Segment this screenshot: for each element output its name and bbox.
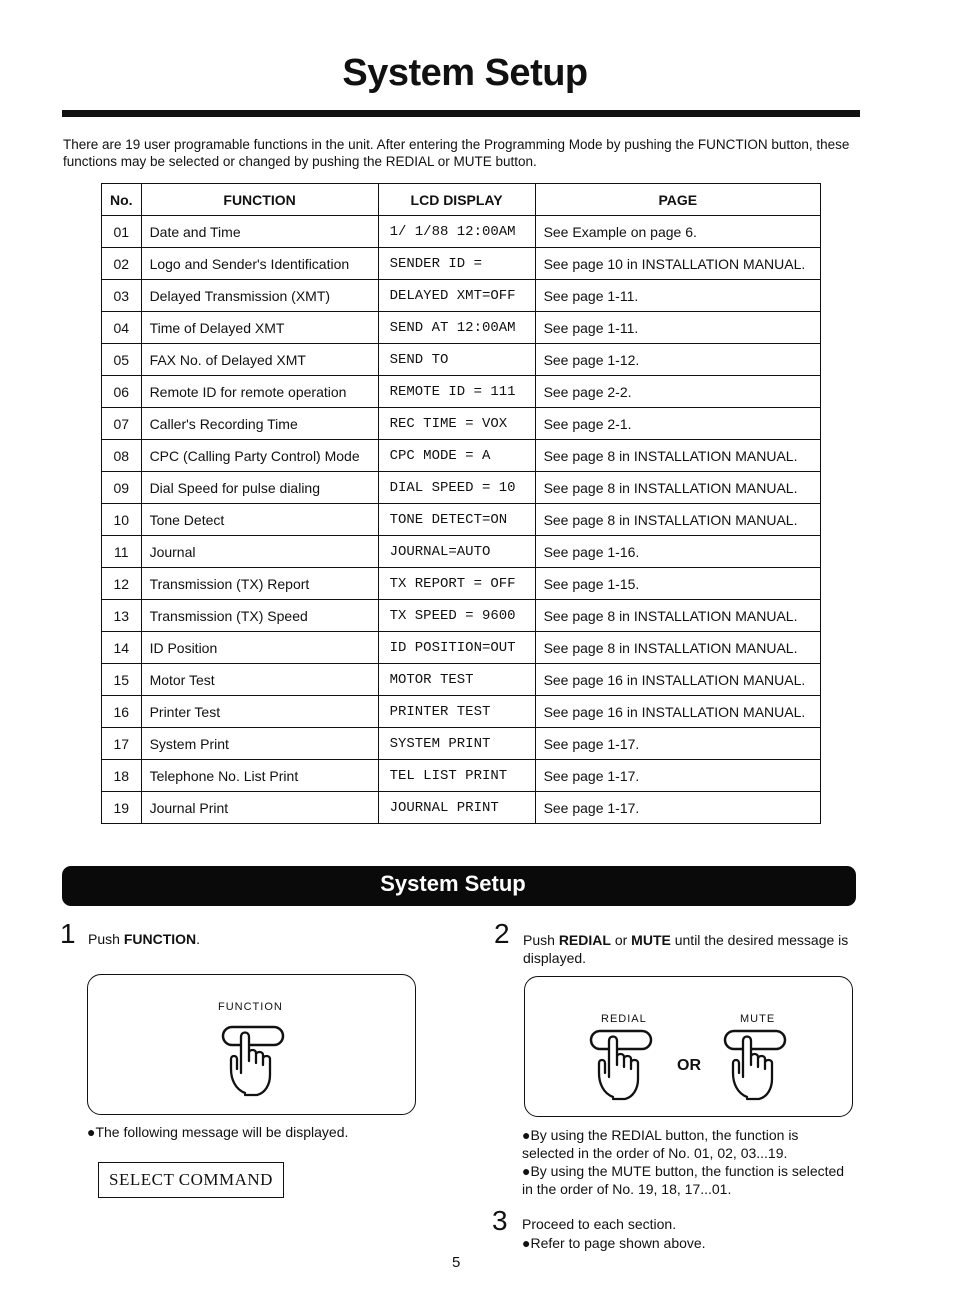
cell-function: Tone Detect (141, 504, 378, 536)
cell-page: See page 2-2. (535, 376, 820, 408)
cell-page: See page 8 in INSTALLATION MANUAL. (535, 600, 820, 632)
cell-function: Transmission (TX) Report (141, 568, 378, 600)
step-2-text-redial: REDIAL (558, 932, 611, 948)
step-2-text-prefix: Push (523, 932, 559, 948)
table-row (102, 504, 821, 536)
header-page: PAGE (535, 184, 820, 216)
cell-no: 16 (102, 696, 142, 728)
table-row (102, 568, 821, 600)
cell-page: See page 1-16. (535, 536, 820, 568)
page-title: System Setup (342, 52, 588, 94)
section-banner (62, 866, 856, 906)
cell-page: See page 1-17. (535, 760, 820, 792)
step-1-text-bold: FUNCTION (123, 931, 197, 947)
finger-press-icon (221, 1023, 287, 1097)
table-row (102, 376, 821, 408)
cell-lcd-display: TX SPEED = 9600 (378, 600, 535, 632)
table-row (102, 312, 821, 344)
cell-page: See Example on page 6. (535, 216, 820, 248)
title-rule (62, 110, 860, 117)
cell-function: Remote ID for remote operation (141, 376, 378, 408)
cell-lcd-display: TONE DETECT=ON (378, 504, 535, 536)
cell-page: See page 8 in INSTALLATION MANUAL. (535, 440, 820, 472)
cell-page: See page 16 in INSTALLATION MANUAL. (535, 664, 820, 696)
cell-page: See page 8 in INSTALLATION MANUAL. (535, 632, 820, 664)
lcd-select-command: SELECT COMMAND (98, 1162, 284, 1198)
cell-no: 18 (102, 760, 142, 792)
cell-page: See page 1-17. (535, 728, 820, 760)
cell-function: ID Position (141, 632, 378, 664)
table-row (102, 600, 821, 632)
cell-page: See page 8 in INSTALLATION MANUAL. (535, 504, 820, 536)
cell-function: Time of Delayed XMT (141, 312, 378, 344)
step-1-text (88, 930, 200, 948)
cell-lcd-display: 1/ 1/88 12:00AM (378, 216, 535, 248)
cell-function: Journal Print (141, 792, 378, 824)
cell-function: Journal (141, 536, 378, 568)
cell-page: See page 2-1. (535, 408, 820, 440)
cell-function: Telephone No. List Print (141, 760, 378, 792)
table-row (102, 280, 821, 312)
header-no: No. (102, 184, 142, 216)
cell-page: See page 16 in INSTALLATION MANUAL. (535, 696, 820, 728)
table-header-row (102, 184, 821, 216)
cell-function: Date and Time (141, 216, 378, 248)
cell-no: 09 (102, 472, 142, 504)
cell-lcd-display: MOTOR TEST (378, 664, 535, 696)
cell-lcd-display: DIAL SPEED = 10 (378, 472, 535, 504)
step-2-bullet-redial: ●By using the REDIAL button, the function is selected in the order of No. 01, 02, 03...19. (522, 1127, 799, 1161)
table-row (102, 440, 821, 472)
table-row (102, 696, 821, 728)
cell-no: 17 (102, 728, 142, 760)
or-label: OR (677, 1057, 701, 1074)
cell-lcd-display: SENDER ID = (378, 248, 535, 280)
cell-function: Delayed Transmission (XMT) (141, 280, 378, 312)
step-2-text-mute: MUTE (631, 932, 671, 948)
step-2-text-suffix: until the desired message is displayed. (523, 932, 849, 966)
table-row (102, 216, 821, 248)
step-3-bullet: ●Refer to page shown above. (522, 1235, 706, 1251)
cell-no: 08 (102, 440, 142, 472)
mute-button-label: MUTE (740, 1013, 776, 1025)
cell-no: 06 (102, 376, 142, 408)
cell-lcd-display: TX REPORT = OFF (378, 568, 535, 600)
step-3-text: Proceed to each section. (522, 1216, 677, 1232)
table-row (102, 408, 821, 440)
table-row (102, 472, 821, 504)
cell-function: Caller's Recording Time (141, 408, 378, 440)
cell-no: 14 (102, 632, 142, 664)
cell-function: Logo and Sender's Identification (141, 248, 378, 280)
cell-no: 11 (102, 536, 142, 568)
table-row (102, 632, 821, 664)
header-function: FUNCTION (141, 184, 378, 216)
step-1-text-prefix: Push (88, 931, 124, 947)
step-2-text (523, 931, 853, 967)
cell-lcd-display: REMOTE ID = 111 (378, 376, 535, 408)
step-1-text-suffix: . (196, 931, 201, 947)
cell-lcd-display: REC TIME = VOX (378, 408, 535, 440)
cell-no: 03 (102, 280, 142, 312)
cell-page: See page 1-11. (535, 280, 820, 312)
step-3-number: 3 (492, 1205, 508, 1236)
cell-lcd-display: PRINTER TEST (378, 696, 535, 728)
redial-mute-button-panel (524, 976, 853, 1117)
cell-lcd-display: TEL LIST PRINT (378, 760, 535, 792)
table-row (102, 536, 821, 568)
table-row (102, 248, 821, 280)
cell-lcd-display: SEND TO (378, 344, 535, 376)
cell-function: Transmission (TX) Speed (141, 600, 378, 632)
step-2-bullet-mute: ●By using the MUTE button, the function is selected in the order of No. 19, 18, 17...01. (522, 1163, 845, 1197)
table-row (102, 760, 821, 792)
cell-page: See page 8 in INSTALLATION MANUAL. (535, 472, 820, 504)
header-lcd: LCD DISPLAY (378, 184, 535, 216)
cell-function: CPC (Calling Party Control) Mode (141, 440, 378, 472)
cell-page: See page 1-17. (535, 792, 820, 824)
function-button-label: FUNCTION (218, 1001, 283, 1013)
finger-press-redial-icon (589, 1027, 655, 1101)
cell-function: System Print (141, 728, 378, 760)
cell-lcd-display: SYSTEM PRINT (378, 728, 535, 760)
cell-no: 01 (102, 216, 142, 248)
cell-function: FAX No. of Delayed XMT (141, 344, 378, 376)
table-row (102, 344, 821, 376)
redial-button-label: REDIAL (601, 1013, 647, 1025)
section-banner-title: System Setup (380, 871, 526, 896)
cell-no: 05 (102, 344, 142, 376)
cell-no: 02 (102, 248, 142, 280)
cell-page: See page 1-15. (535, 568, 820, 600)
cell-page: See page 1-12. (535, 344, 820, 376)
step-1-note: ●The following message will be displayed. (87, 1124, 349, 1140)
cell-no: 07 (102, 408, 142, 440)
cell-page: See page 10 in INSTALLATION MANUAL. (535, 248, 820, 280)
page-number: 5 (452, 1254, 461, 1271)
cell-no: 12 (102, 568, 142, 600)
step-2-number: 2 (494, 918, 510, 949)
cell-page: See page 1-11. (535, 312, 820, 344)
table-body (102, 216, 821, 824)
finger-press-mute-icon (723, 1027, 789, 1101)
function-button-panel (87, 974, 416, 1115)
cell-no: 10 (102, 504, 142, 536)
cell-function: Dial Speed for pulse dialing (141, 472, 378, 504)
function-table (101, 183, 821, 824)
cell-lcd-display: DELAYED XMT=OFF (378, 280, 535, 312)
cell-no: 19 (102, 792, 142, 824)
cell-lcd-display: JOURNAL=AUTO (378, 536, 535, 568)
cell-lcd-display: CPC MODE = A (378, 440, 535, 472)
step-1-number: 1 (60, 918, 76, 949)
step-2-text-mid: or (610, 932, 632, 948)
cell-lcd-display: SEND AT 12:00AM (378, 312, 535, 344)
cell-no: 04 (102, 312, 142, 344)
cell-lcd-display: JOURNAL PRINT (378, 792, 535, 824)
table-row (102, 792, 821, 824)
cell-no: 15 (102, 664, 142, 696)
table-row (102, 728, 821, 760)
table-row (102, 664, 821, 696)
cell-no: 13 (102, 600, 142, 632)
intro-paragraph: There are 19 user programable functions in the unit. After entering the Programming Mode by pushing the FUNCTION button, these functions may be selected or changed by pushing the REDIAL or MUTE button. (63, 137, 850, 169)
cell-function: Printer Test (141, 696, 378, 728)
cell-function: Motor Test (141, 664, 378, 696)
cell-lcd-display: ID POSITION=OUT (378, 632, 535, 664)
